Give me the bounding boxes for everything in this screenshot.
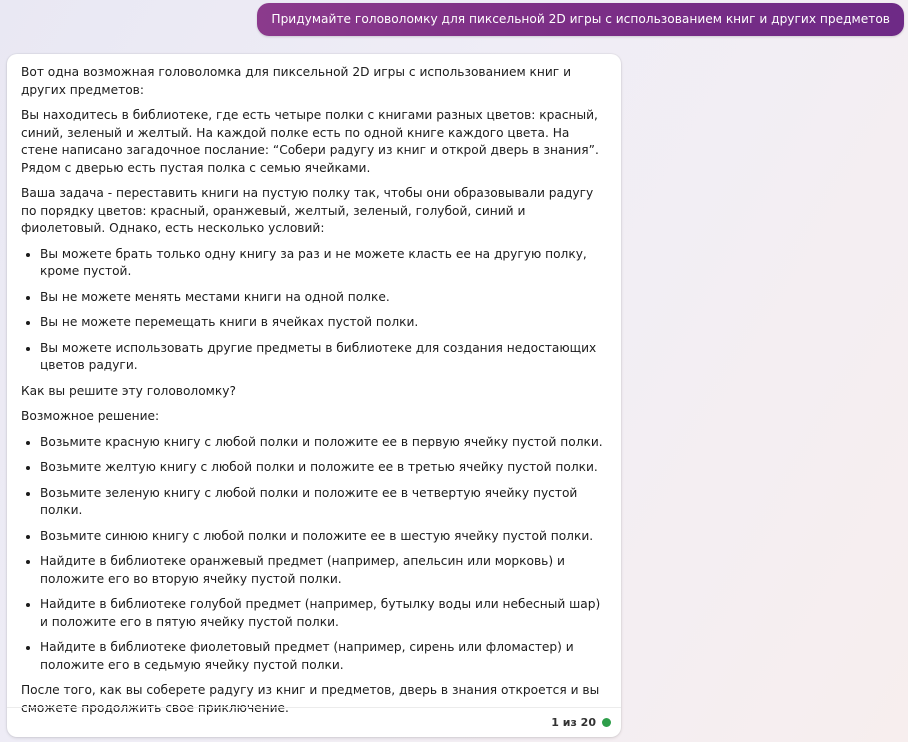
solution-step: • Возьмите желтую книгу с любой полки и положите ее в третью ячейку пустой полки. (40, 459, 607, 477)
condition-item: • Вы не можете перемещать книги в ячейках пустой полки. (40, 314, 607, 332)
response-question: Как вы решите эту головоломку? (21, 383, 236, 398)
response-footer (7, 707, 621, 737)
solution-step: • Возьмите красную книгу с любой полки и положите ее в первую ячейку пустой полки. (40, 434, 607, 452)
condition-item: • Вы можете использовать другие предметы в библиотеке для создания недостающих цветов радуги. (40, 340, 607, 375)
condition-item: • Вы можете брать только одну книгу за раз и не можете класть ее на другую полку, кроме пустой. (40, 246, 607, 281)
solution-steps-list (21, 434, 607, 675)
response-task: Ваша задача - переставить книги на пустую полку так, чтобы они образовывали радугу по порядку цветов: красный, оранжевый, желтый, зеленый, голубой, синий и фиолетовый. Однако, есть несколько условий: (21, 186, 594, 235)
conditions-list (21, 246, 607, 375)
condition-item: • Вы не можете менять местами книги на одной полке. (40, 289, 607, 307)
solution-label: Возможное решение: (21, 409, 160, 423)
solution-step: • Найдите в библиотеке оранжевый предмет (например, апельсин или морковь) и положите его во вторую ячейку пустой полки. (40, 553, 607, 588)
response-conclusion: После того, как вы соберете радугу из книг и предметов, дверь в знания откроется и вы сможете продолжить свое приключение. (21, 683, 600, 715)
solution-step: • Возьмите зеленую книгу с любой полки и положите ее в четвертую ячейку пустой полки. (40, 485, 607, 520)
bot-response-content (7, 54, 621, 717)
response-intro: Вот одна возможная головоломка для пиксельной 2D игры с использованием книг и других предметов: (21, 65, 571, 97)
user-message-text: Придумайте головоломку для пиксельной 2D игры с использованием книг и других предметов (271, 12, 890, 26)
solution-step: • Найдите в библиотеке голубой предмет (например, бутылку воды или небесный шар) и положите его в пятую ячейку пустой полки. (40, 596, 607, 631)
response-scenario: Вы находитесь в библиотеке, где есть четыре полки с книгами разных цветов: красный, синий, зеленый и желтый. На каждой полке есть по одной книге каждого цвета. На стене написано загадочное послание: “Собери радугу из книг и открой дверь в знания”. Рядом с дверью есть пустая полка с семью ячейками. (21, 108, 599, 175)
status-dot-icon (602, 718, 611, 727)
solution-step: • Возьмите синюю книгу с любой полки и положите ее в шестую ячейку пустой полки. (40, 528, 607, 546)
turn-counter: 1 из 20 (551, 716, 596, 729)
user-message-bubble (257, 3, 904, 36)
solution-step: • Найдите в библиотеке фиолетовый предмет (например, сирень или фломастер) и положите его в седьмую ячейку пустой полки. (40, 639, 607, 674)
bot-response-card (7, 54, 621, 737)
